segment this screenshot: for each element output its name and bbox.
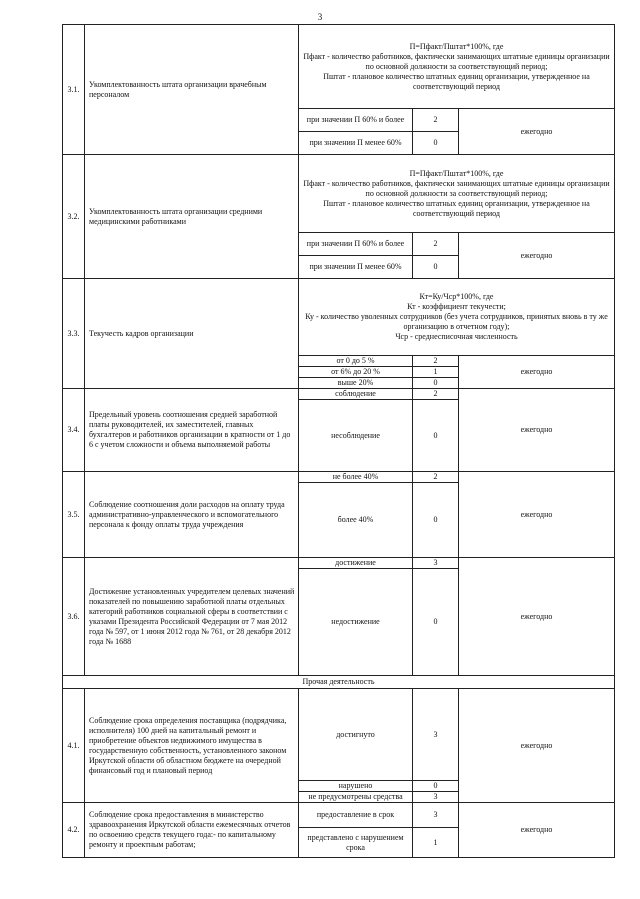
period-cell: ежегодно bbox=[459, 558, 615, 676]
page-number: 3 bbox=[317, 12, 323, 22]
criterion-label: при значении П менее 60% bbox=[299, 132, 413, 155]
formula-cell bbox=[299, 155, 615, 233]
formula-line: Ку - количество уволенных сотрудников (без учета сотрудников, принятых вновь в ту же организацию в отчетном году); bbox=[305, 312, 608, 331]
criterion-label: от 6% до 20 % bbox=[299, 367, 413, 378]
criterion-score: 2 bbox=[413, 109, 459, 132]
criterion-label: при значении П менее 60% bbox=[299, 256, 413, 279]
criterion-score: 0 bbox=[413, 256, 459, 279]
row-number: 3.1. bbox=[63, 25, 85, 155]
criterion-score: 2 bbox=[413, 356, 459, 367]
table-row bbox=[63, 472, 615, 483]
table-row bbox=[63, 389, 615, 400]
indicator-name: Соблюдение срока предоставления в министерство здравоохранения Иркутской области ежемесячных отчетов по освоению средств текущего года:- по капитальному ремонту и проектным работам; bbox=[85, 803, 299, 858]
criterion-score: 0 bbox=[413, 378, 459, 389]
criterion-score: 3 bbox=[413, 792, 459, 803]
criterion-label: представлено с нарушением срока bbox=[299, 828, 413, 858]
formula-line: Пфакт - количество работников, фактически занимающих штатные единицы организации по основной должности за соответствующий период; bbox=[303, 178, 610, 198]
formula-line: П=Пфакт/Пштат*100%, где bbox=[409, 41, 504, 51]
criterion-label: соблюдение bbox=[299, 389, 413, 400]
criterion-score: 1 bbox=[413, 367, 459, 378]
criterion-label: достигнуто bbox=[299, 689, 413, 781]
criterion-label: достижение bbox=[299, 558, 413, 569]
period-cell: ежегодно bbox=[459, 472, 615, 558]
table-row bbox=[63, 689, 615, 781]
criterion-score: 0 bbox=[413, 483, 459, 558]
table-row bbox=[63, 279, 615, 356]
criterion-label: не более 40% bbox=[299, 472, 413, 483]
row-number: 3.5. bbox=[63, 472, 85, 558]
formula-line: Пштат - плановое количество штатных единиц организации, утвержденное на соответствующий период bbox=[323, 71, 590, 91]
indicator-name: Укомплектованность штата организации врачебным персоналом bbox=[85, 25, 299, 155]
row-number: 4.2. bbox=[63, 803, 85, 858]
criteria-table bbox=[62, 24, 615, 858]
indicator-name: Укомплектованность штата организации средними медицинскими работниками bbox=[85, 155, 299, 279]
period-cell: ежегодно bbox=[459, 389, 615, 472]
row-number: 3.4. bbox=[63, 389, 85, 472]
criterion-score: 2 bbox=[413, 472, 459, 483]
formula-line: Кт=Ку/Чср*100%, где bbox=[419, 292, 494, 301]
section-title: Прочая деятельность bbox=[63, 676, 615, 689]
criterion-label: от 0 до 5 % bbox=[299, 356, 413, 367]
period-cell: ежегодно bbox=[459, 109, 615, 155]
period-cell: ежегодно bbox=[459, 803, 615, 858]
criterion-score: 3 bbox=[413, 803, 459, 828]
criterion-score: 0 bbox=[413, 569, 459, 676]
criterion-label: несоблюдение bbox=[299, 400, 413, 472]
row-number: 3.3. bbox=[63, 279, 85, 389]
criterion-label: более 40% bbox=[299, 483, 413, 558]
criterion-score: 1 bbox=[413, 828, 459, 858]
criterion-label: не предусмотрены средства bbox=[299, 792, 413, 803]
criterion-label: недостижение bbox=[299, 569, 413, 676]
criterion-score: 2 bbox=[413, 233, 459, 256]
formula-line: Чср - среднесписочная численность bbox=[395, 332, 518, 341]
period-cell: ежегодно bbox=[459, 233, 615, 279]
indicator-name: Текучесть кадров организации bbox=[85, 279, 299, 389]
row-number: 3.2. bbox=[63, 155, 85, 279]
criterion-label: при значении П 60% и более bbox=[299, 109, 413, 132]
formula-line: Пфакт - количество работников, фактически занимающих штатные единицы организации по основной должности за соответствующий период; bbox=[303, 51, 610, 71]
criterion-score: 0 bbox=[413, 132, 459, 155]
criterion-score: 3 bbox=[413, 689, 459, 781]
criterion-score: 0 bbox=[413, 781, 459, 792]
indicator-name: Соблюдение соотношения доли расходов на оплату труда административно-управленческого и вспомогательного персонала к фонду оплаты труда учреждения bbox=[85, 472, 299, 558]
criterion-score: 0 bbox=[413, 400, 459, 472]
row-number: 4.1. bbox=[63, 689, 85, 803]
criterion-score: 3 bbox=[413, 558, 459, 569]
criterion-label: нарушено bbox=[299, 781, 413, 792]
formula-cell bbox=[299, 279, 615, 356]
table-row bbox=[63, 25, 615, 109]
indicator-name: Достижение установленных учредителем целевых значений показателей по повышению заработной платы отдельных категорий работников социальной сферы в соответствии с указами Президента Российской Федерации от 7 мая 2012 года № 597, от 1 июня 2012 года № 761, от 28 декабря 2012 года № 1688 bbox=[85, 558, 299, 676]
table-row bbox=[63, 803, 615, 828]
table-row bbox=[63, 676, 615, 689]
criterion-label: выше 20% bbox=[299, 378, 413, 389]
period-cell: ежегодно bbox=[459, 356, 615, 389]
indicator-name: Соблюдение срока определения поставщика (подрядчика, исполнителя) 100 дней на капитальный ремонт и приобретение объектов недвижимого имущества в государственную собственность, установленного законом Иркутской области об областном бюджете на очередной финансовый год и плановый период bbox=[85, 689, 299, 803]
criterion-label: предоставление в срок bbox=[299, 803, 413, 828]
formula-line: Кт - коэффициент текучести; bbox=[407, 302, 506, 311]
criterion-score: 2 bbox=[413, 389, 459, 400]
period-cell: ежегодно bbox=[459, 689, 615, 803]
indicator-name: Предельный уровень соотношения средней заработной платы руководителей, их заместителей, главных бухгалтеров и работников организации в кратности от 1 до 6 с учетом сложности и объема выполняемой работы bbox=[85, 389, 299, 472]
criterion-label: при значении П 60% и более bbox=[299, 233, 413, 256]
formula-cell bbox=[299, 25, 615, 109]
table-row bbox=[63, 155, 615, 233]
formula-line: П=Пфакт/Пштат*100%, где bbox=[409, 168, 504, 178]
formula-line: Пштат - плановое количество штатных единиц организации, утвержденное на соответствующий период bbox=[323, 198, 590, 218]
row-number: 3.6. bbox=[63, 558, 85, 676]
table-row bbox=[63, 558, 615, 569]
